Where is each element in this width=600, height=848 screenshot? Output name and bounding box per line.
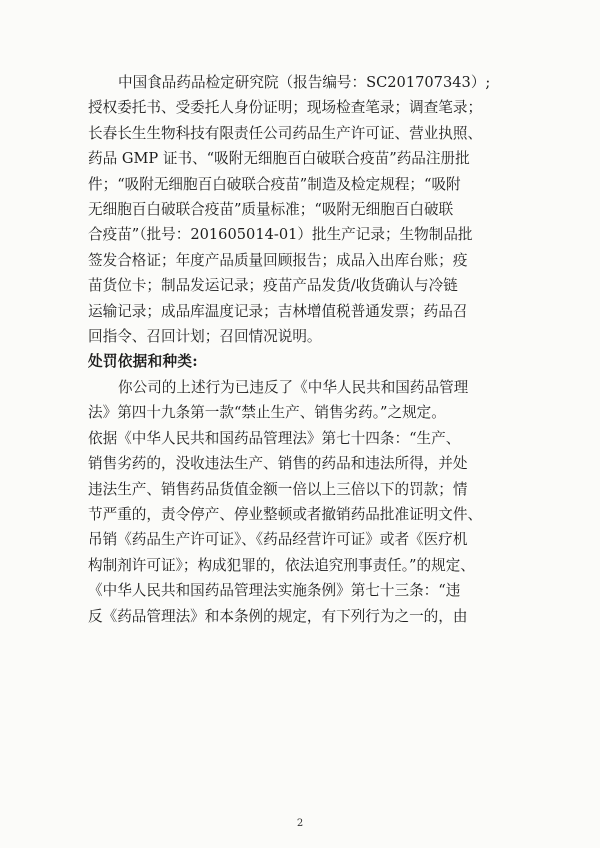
evidence-line: 长春长生生物科技有限责任公司药品生产许可证、营业执照、	[88, 124, 483, 142]
evidence-line: 运输记录；成品库温度记录；吉林增值税普通发票；药品召	[88, 302, 468, 320]
basis-line: 法》第四十九条第一款“禁止生产、销售劣药。”之规定。	[88, 404, 446, 422]
page-number: 2	[296, 818, 304, 829]
evidence-line: 苗货位卡；制品发运记录；疫苗产品发货/收货确认与冷链	[88, 277, 458, 295]
document-body	[88, 70, 518, 629]
evidence-line: 中国食品药品检定研究院（报告编号：SC201707343）;	[118, 74, 491, 91]
evidence-line: 无细胞百白破联合疫苗”质量标准；“吸附无细胞百白破联	[88, 201, 454, 219]
evidence-line: 授权委托书、受委托人身份证明；现场检查笔录；调查笔录；	[88, 99, 483, 117]
basis-line: 《中华人民共和国药品管理法实施条例》第七十三条：“违	[88, 582, 461, 600]
basis-line: 反《药品管理法》和本条例的规定，有下列行为之一的，由	[88, 607, 468, 625]
basis-line: 节严重的，责令停产、停业整顿或者撤销药品批准证明文件、	[88, 505, 483, 523]
basis-line: 销售劣药的，没收违法生产、销售的药品和违法所得，并处	[88, 455, 468, 473]
basis-line: 吊销《药品生产许可证》、《药品经营许可证》或者《医疗机	[88, 531, 468, 549]
basis-line: 依据《中华人民共和国药品管理法》第七十四条：“生产、	[88, 429, 461, 447]
evidence-line: 药品 GMP 证书、“吸附无细胞百白破联合疫苗”药品注册批	[88, 150, 470, 168]
evidence-line: 签发合格证；年度产品质量回顾报告；成品入出库台账；疫	[88, 251, 468, 269]
evidence-line: 回指令、召回计划；召回情况说明。	[88, 328, 322, 346]
basis-line: 违法生产、销售药品货值金额一倍以上三倍以下的罚款；情	[88, 480, 468, 498]
evidence-line: 合疫苗”（批号：201605014-01）批生产记录；生物制品批	[88, 226, 473, 244]
basis-line: 构制剂许可证》；构成犯罪的，依法追究刑事责任。”的规定、	[88, 556, 475, 574]
section-heading: 处罚依据和种类:	[88, 353, 198, 371]
basis-line: 你公司的上述行为已违反了《中华人民共和国药品管理	[118, 378, 469, 396]
evidence-line: 件；“吸附无细胞百白破联合疫苗”制造及检定规程；“吸附	[88, 175, 461, 193]
